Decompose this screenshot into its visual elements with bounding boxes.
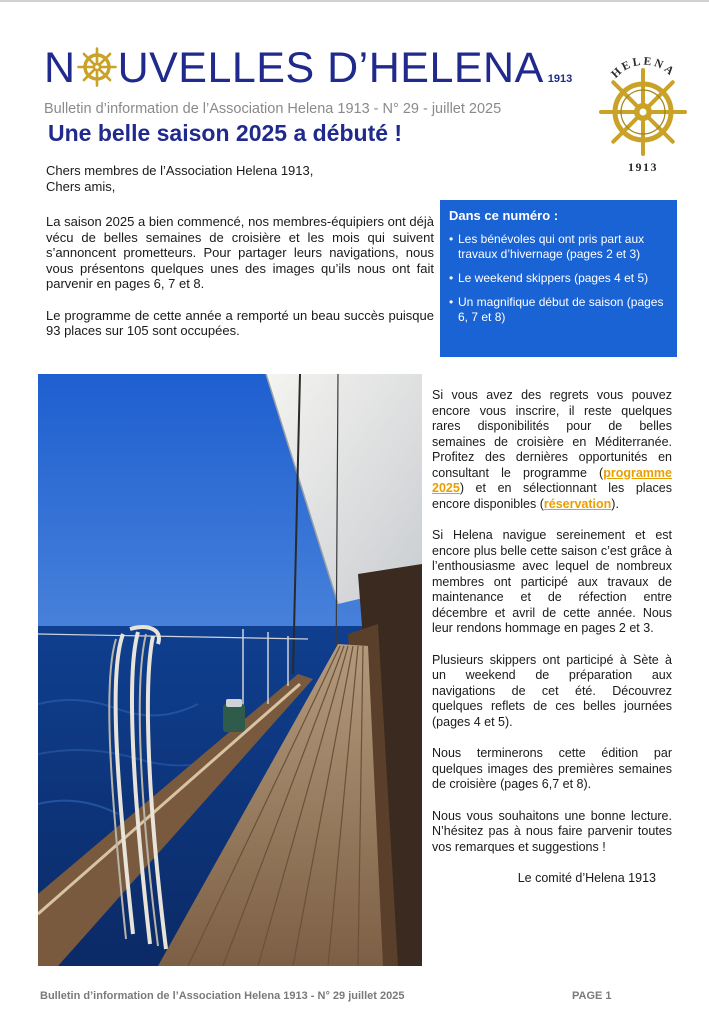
column-paragraph-3: Plusieurs skippers ont participé à Sète à un weekend de préparation aux navigations de cet été. Découvrez quelques reflets de ces belles journées (pages 4 et 5). bbox=[432, 652, 672, 729]
bulletin-subtitle: Bulletin d’information de l’Association Helena 1913 - N° 29 - juillet 2025 bbox=[44, 101, 502, 117]
signature: Le comité d’Helena 1913 bbox=[517, 871, 656, 885]
masthead bbox=[44, 44, 572, 93]
logo-bottom-text: 1913 bbox=[628, 160, 658, 174]
column-paragraph-4: Nous terminerons cette édition par quelques images des premières semaines de croisière (pages 6,7 et 8). bbox=[432, 746, 672, 791]
footer-page-number: PAGE 1 bbox=[572, 990, 612, 1002]
column-paragraph-5: Nous vous souhaitons une bonne lecture. N’hésitez pas à nous faire parvenir toutes vos remarques et suggestions ! bbox=[432, 808, 672, 854]
ship-wheel-icon bbox=[601, 70, 685, 154]
masthead-year: 1913 bbox=[547, 73, 573, 85]
contents-item: • Un magnifique début de saison (pages 6, 7 et 8) bbox=[449, 295, 668, 325]
right-column bbox=[432, 388, 672, 887]
column-text: ). bbox=[611, 496, 619, 511]
contents-list bbox=[449, 232, 668, 325]
reservation-link[interactable]: réservation bbox=[543, 496, 612, 511]
masthead-title-n: N bbox=[44, 44, 76, 92]
column-text: Si vous avez des regrets vous pouvez encore vous inscrire, il reste quelques rares disponibilités pour de belles semaines de croisière en Méditerranée. Profitez des dernières opportunités en consultant le programme ( bbox=[432, 388, 672, 480]
column-paragraph-2: Si Helena navigue sereinement et est encore plus belle cette saison c’est grâce à l’enthousiasme avec lequel de nombreux membres ont participé aux travaux de maintenance et de réfection entre décembre et avril de cette année. Nous leur rendons hommage en pages 2 et 3. bbox=[432, 528, 672, 635]
footer-bulletin-info: Bulletin d’information de l’Association Helena 1913 - N° 29 juillet 2025 bbox=[40, 990, 405, 1002]
greeting-line-1: Chers membres de l’Association Helena 1913, bbox=[46, 163, 314, 178]
sailboat-deck-photo bbox=[38, 374, 422, 966]
contents-item: • Le weekend skippers (pages 4 et 5) bbox=[449, 271, 668, 286]
intro-section bbox=[46, 163, 434, 355]
contents-box bbox=[440, 200, 677, 357]
masthead-title-rest: UVELLES D’HELENA bbox=[117, 44, 544, 92]
contents-item: • Les bénévoles qui ont pris part aux travaux d’hivernage (pages 2 et 3) bbox=[449, 232, 668, 262]
page-headline: Une belle saison 2025 a débuté ! bbox=[48, 120, 403, 146]
logo-top-text: HELENA bbox=[609, 55, 678, 81]
column-paragraph-1 bbox=[432, 388, 672, 512]
column-text: ) et en sélectionnant les places encore disponibles ( bbox=[432, 481, 672, 511]
intro-paragraph-1: La saison 2025 a bien commencé, nos membres-équipiers ont déjà vécu de belles semaines de croisière et les mois qui suivent s’annoncent prometteurs. Pour partager leurs navigations, nous vous présentons quelques unes des images qu’ils nous ont fait parvenir en pages 6, 7 et 8. bbox=[46, 214, 434, 291]
contents-box-title: Dans ce numéro : bbox=[449, 208, 559, 223]
helena-logo bbox=[598, 40, 688, 175]
greeting-line-2: Chers amis, bbox=[46, 178, 116, 194]
programme-link[interactable]: programme 2025 bbox=[432, 465, 672, 495]
top-rule bbox=[0, 0, 709, 2]
ship-wheel-icon bbox=[77, 47, 117, 87]
intro-paragraph-2: Le programme de cette année a remporté un beau succès puisque 93 places sur 105 sont occupées. bbox=[46, 307, 434, 338]
